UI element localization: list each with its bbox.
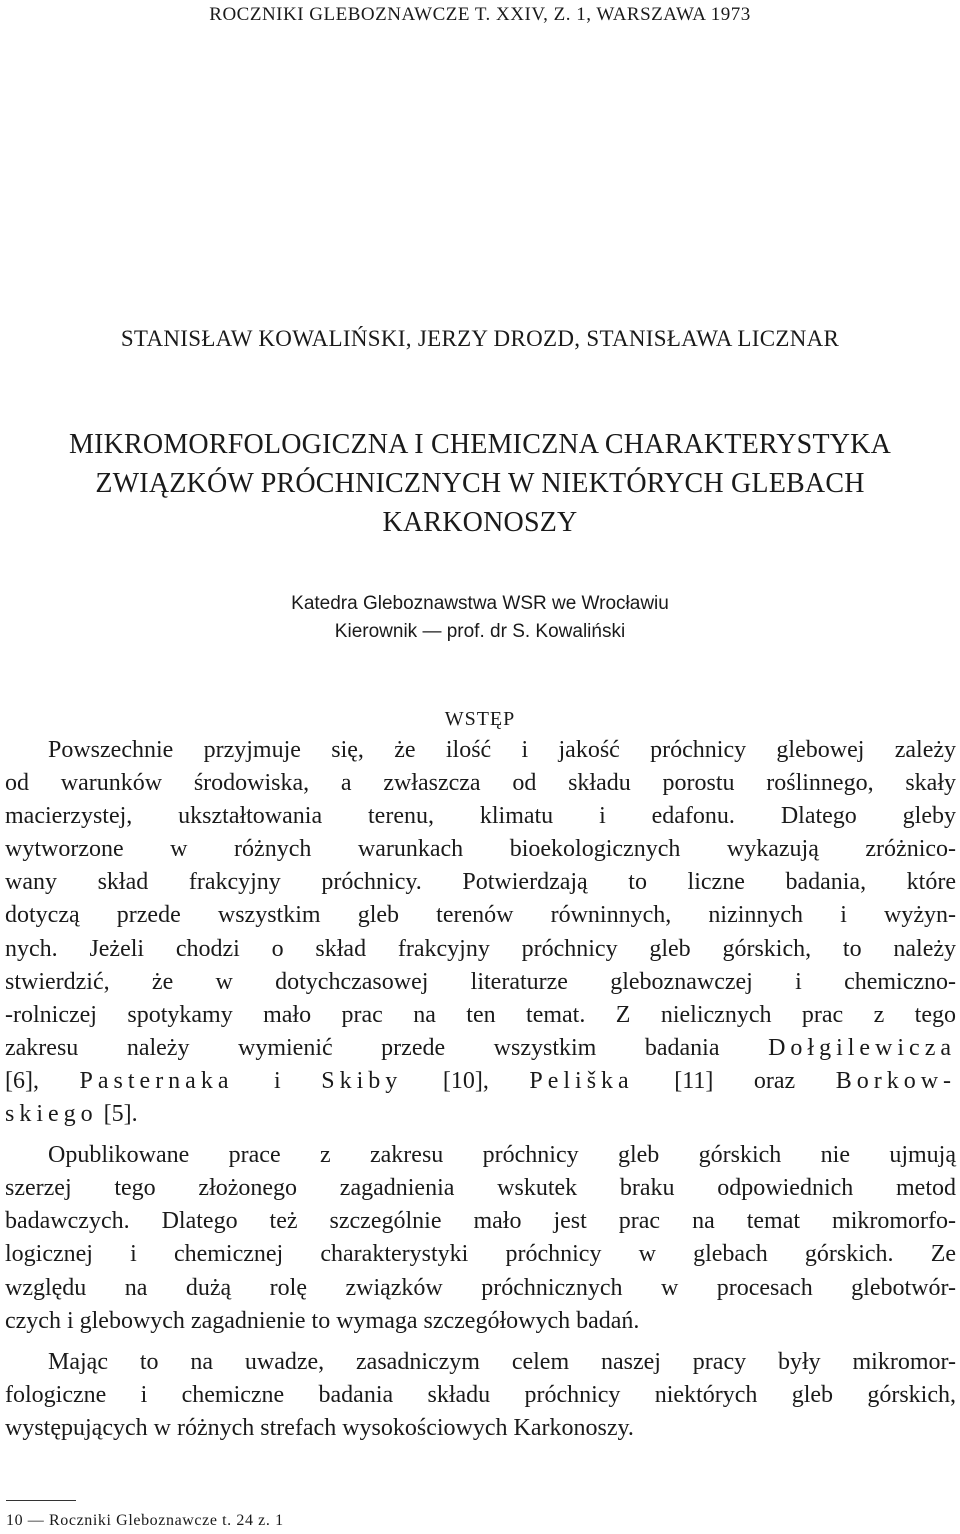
text-line: -rolniczej spotykamy mało prac na ten temat. Z nielicznych prac z tego <box>5 1001 956 1028</box>
authors: STANISŁAW KOWALIŃSKI, JERZY DROZD, STANISŁAWA LICZNAR <box>120 326 840 351</box>
text-line: występujących w różnych strefach wysokościowych Karkonoszy. <box>5 1414 634 1441</box>
affiliation <box>0 590 960 646</box>
citation-ref: [10], <box>442 1067 489 1094</box>
text-line: Opublikowane prace z zakresu próchnicy gleb górskich nie ujmują <box>48 1142 956 1169</box>
journal-header: ROCZNIKI GLEBOZNAWCZE T. XXIV, Z. 1, WARSZAWA 1973 <box>209 4 751 25</box>
cited-author: Borkow- <box>835 1067 957 1094</box>
body-text <box>5 734 956 1445</box>
text-line: logicznej i chemicznej charakterystyki próchnicy w glebach górskich. Ze <box>5 1241 956 1268</box>
cited-author: Peliška <box>529 1067 634 1094</box>
cited-author: Skiby <box>321 1067 403 1094</box>
paragraph-2 <box>5 1139 956 1338</box>
text-line: badawczych. Dlatego też szczególnie mało jest prac na temat mikromorfo- <box>5 1208 956 1235</box>
text-line: dotyczą przede wszystkim gleb terenów równinnych, nizinnych i wyżyn- <box>5 902 956 929</box>
title-line: MIKROMORFOLOGICZNA I CHEMICZNA CHARAKTERYSTYKA <box>68 429 892 460</box>
text-line: szerzej tego złożonego zagadnienia wskutek braku odpowiednich metod <box>5 1175 956 1202</box>
text-line: fologiczne i chemiczne badania składu próchnicy niektórych gleb górskich, <box>5 1381 956 1408</box>
paragraph-3 <box>5 1346 956 1445</box>
cited-author: skiego <box>5 1101 98 1128</box>
department-head: Kierownik — prof. dr S. Kowaliński <box>334 621 626 642</box>
footer-divider <box>6 1500 76 1501</box>
text-line <box>5 1098 956 1131</box>
text-line: macierzystej, ukształtowania terenu, klimatu i edafonu. Dlatego gleby <box>5 803 956 830</box>
title-line: ZWIĄZKÓW PRÓCHNICZNYCH W NIEKTÓRYCH GLEBACH <box>95 468 865 499</box>
cited-author: Pasternaka <box>79 1067 234 1094</box>
section-heading: WSTĘP <box>444 708 516 730</box>
cited-author: Dołgilewicza <box>768 1034 957 1061</box>
text-line: czych i glebowych zagadnienie to wymaga szczegółowych badań. <box>5 1307 640 1334</box>
text-line: nych. Jeżeli chodzi o skład frakcyjny próchnicy gleb górskich, to należy <box>5 935 956 962</box>
title-line: KARKONOSZY <box>382 507 578 538</box>
text-span: zakresu należy wymienić przede wszystkim badania <box>5 1034 720 1061</box>
text-line: stwierdzić, że w dotychczasowej literaturze gleboznawczej i chemiczno- <box>5 968 956 995</box>
text-line: od warunków środowiska, a zwłaszcza od składu porostu roślinnego, skały <box>5 770 956 797</box>
article-title <box>0 425 960 542</box>
citation-ref: [5]. <box>97 1101 138 1128</box>
department: Katedra Gleboznawstwa WSR we Wrocławiu <box>291 593 669 614</box>
text-line <box>5 1065 956 1098</box>
text-line: wytworzone w różnych warunkach bioekologicznych wykazują zróżnico- <box>5 836 956 863</box>
text-line <box>5 1032 956 1065</box>
text-line: Mając to na uwadze, zasadniczym celem naszej pracy były mikromor- <box>48 1348 956 1375</box>
text-span: [11] oraz <box>674 1067 796 1094</box>
text-line: względu na dużą rolę związków próchnicznych w procesach glebotwór- <box>5 1274 956 1301</box>
text-line: Powszechnie przyjmuje się, że ilość i jakość próchnicy glebowej zależy <box>48 737 956 763</box>
text-span: i <box>274 1067 281 1094</box>
paragraph-1 <box>5 734 956 1131</box>
page-footer: 10 — Roczniki Gleboznawcze t. 24 z. 1 <box>6 1512 284 1529</box>
text-line: wany skład frakcyjny próchnicy. Potwierdzają to liczne badania, które <box>5 869 956 896</box>
citation-ref: [6], <box>5 1067 39 1094</box>
